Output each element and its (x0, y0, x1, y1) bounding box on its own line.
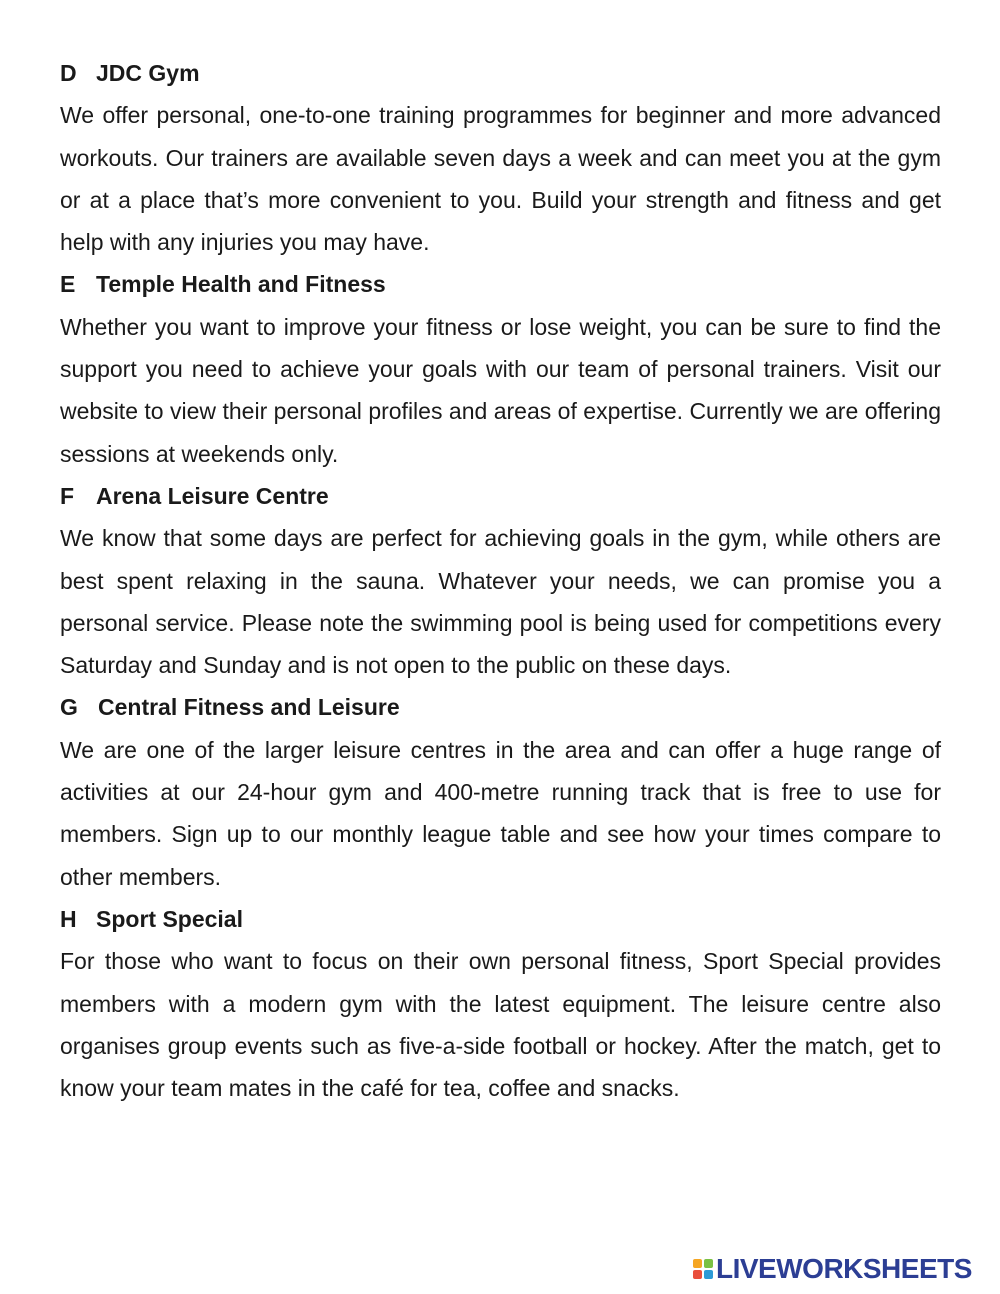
logo-square (693, 1259, 702, 1268)
section-letter: G (60, 694, 78, 721)
section-heading (60, 686, 941, 728)
section-h (60, 898, 941, 1109)
section-title: Temple Health and Fitness (96, 271, 386, 298)
logo-square (704, 1259, 713, 1268)
logo-mark-icon (693, 1259, 713, 1279)
section-letter: D (60, 60, 77, 86)
logo-square (693, 1270, 702, 1279)
section-letter: E (60, 271, 76, 298)
section-title: Arena Leisure Centre (96, 482, 329, 509)
section-body: We offer personal, one-to-one training programmes for beginner and more advanced workouts. Our trainers are available seven days a week and can meet you at the gym or at a place that’s more convenient to you. Build your strength and fitness and get help with any injuries you may have. (60, 102, 941, 256)
section-body: For those who want to focus on their own personal fitness, Sport Special provides members with a modern gym with the latest equipment. The leisure centre also organises group events such as five-a-side football or hockey. After the match, get to know your team mates in the café for tea, coffee and snacks. (60, 948, 941, 1102)
section-d (60, 52, 941, 263)
section-title: JDC Gym (96, 60, 200, 86)
section-e (60, 263, 941, 474)
section-title: Central Fitness and Leisure (98, 694, 400, 721)
logo-square (704, 1270, 713, 1279)
logo-text: LIVEWORKSHEETS (716, 1253, 972, 1284)
section-letter: F (60, 482, 75, 509)
section-body: We are one of the larger leisure centres in the area and can offer a huge range of activities at our 24-hour gym and 400-metre running track that is free to use for members. Sign up to our monthly league table and see how your times compare to other members. (60, 736, 941, 890)
liveworksheets-logo (693, 1254, 972, 1284)
section-letter: H (60, 905, 77, 932)
section-title: Sport Special (96, 905, 243, 932)
section-body: We know that some days are perfect for achieving goals in the gym, while others are best spent relaxing in the sauna. Whatever your needs, we can promise you a personal service. Please note the swimming pool is being used for competitions every Saturday and Sunday and is not open to the public on these days. (60, 525, 941, 679)
section-body: Whether you want to improve your fitness or lose weight, you can be sure to find the support you need to achieve your goals with our team of personal trainers. Visit our website to view their personal profiles and areas of expertise. Currently we are offering sessions at weekends only. (60, 313, 941, 467)
section-g (60, 686, 941, 897)
section-heading (60, 898, 941, 940)
section-f (60, 475, 941, 686)
section-heading (60, 52, 941, 94)
document-page (60, 52, 941, 1109)
section-heading (60, 263, 941, 305)
section-heading (60, 475, 941, 517)
